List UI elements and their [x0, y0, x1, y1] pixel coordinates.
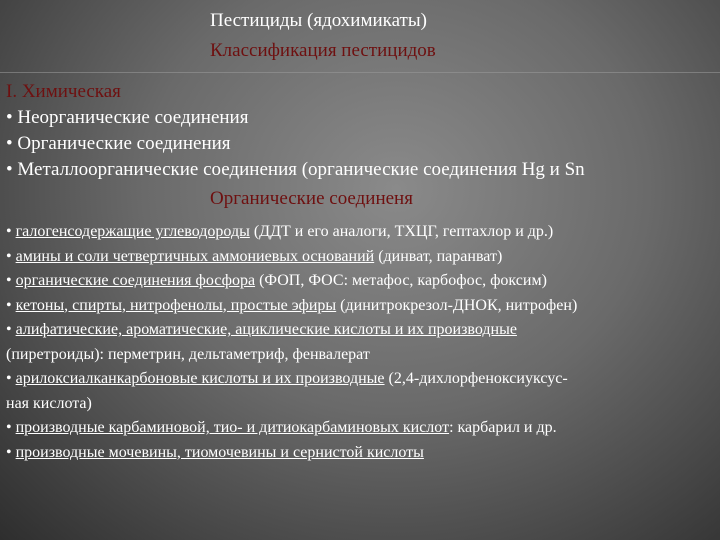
list-item-detail: (динитрокрезол-ДНОК, нитрофен) [336, 296, 578, 314]
list-item-term: производные карбаминовой, тио- и дитиокарбаминовых кислот [15, 419, 450, 436]
list-item-detail: : карбарил и др. [449, 419, 557, 436]
section-heading: I. Химическая [6, 81, 121, 102]
section-item-organic: • Органические соединения [6, 133, 231, 154]
list-item [6, 416, 718, 441]
classification-section [6, 79, 718, 183]
list-item-term: галогенсодержащие углеводороды [15, 223, 250, 240]
list-item-detail: (ФОП, ФОС: метафос, карбофос, фоксим) [255, 272, 547, 289]
list-item-term: производные мочевины, тиомочевины и сернистой кислоты [15, 443, 424, 461]
bullet: • [6, 419, 16, 436]
list-item-continuation [6, 343, 718, 368]
section-item-inorganic: • Неорганические соединения [6, 107, 249, 128]
list-item-term: амины и соли четвертичных аммониевых оснований [15, 247, 375, 265]
list-item [6, 245, 718, 270]
bullet: • [6, 223, 16, 240]
list-item-detail: ная кислота) [6, 394, 92, 412]
list-item-continuation [6, 392, 718, 417]
list-item-detail: (2,4-дихлорфеноксиуксус- [384, 370, 568, 387]
list-item [6, 269, 718, 294]
bullet: • [6, 321, 16, 338]
bullet: • [6, 247, 16, 265]
list-item [6, 294, 718, 319]
list-item-term: органические соединения фосфора [15, 272, 256, 289]
list-item-term: арилоксиалканкарбоновые кислоты и их производные [15, 370, 385, 387]
list-item-detail: (пиретроиды): перметрин, дельтаметриф, фенвалерат [6, 345, 370, 363]
list-item-term: кетоны, спирты, нитрофенолы, простые эфиры [15, 296, 337, 314]
title-divider [0, 72, 720, 73]
slide-subtitle: Классификация пестицидов [210, 40, 436, 61]
list-item [6, 441, 718, 466]
bullet: • [6, 272, 16, 289]
list-item-term: алифатические, ароматические, ациклические кислоты и их производные [15, 321, 517, 338]
list-item-detail: (ДДТ и его аналоги, ТХЦГ, гептахлор и др.) [249, 223, 554, 240]
section-item-organometallic: • Металлоорганические соединения (органические соединения Hg и Sn [6, 159, 585, 180]
slide-title: Пестициды (ядохимикаты) [210, 10, 427, 31]
list-item [6, 318, 718, 343]
organic-compounds-list [6, 220, 718, 465]
list-item-detail: (динват, паранват) [374, 247, 503, 265]
bullet: • [6, 370, 16, 387]
bullet: • [6, 443, 16, 461]
list-item [6, 220, 718, 245]
bullet: • [6, 296, 16, 314]
organic-compounds-heading: Органические соединеня [210, 188, 413, 209]
list-item [6, 367, 718, 392]
